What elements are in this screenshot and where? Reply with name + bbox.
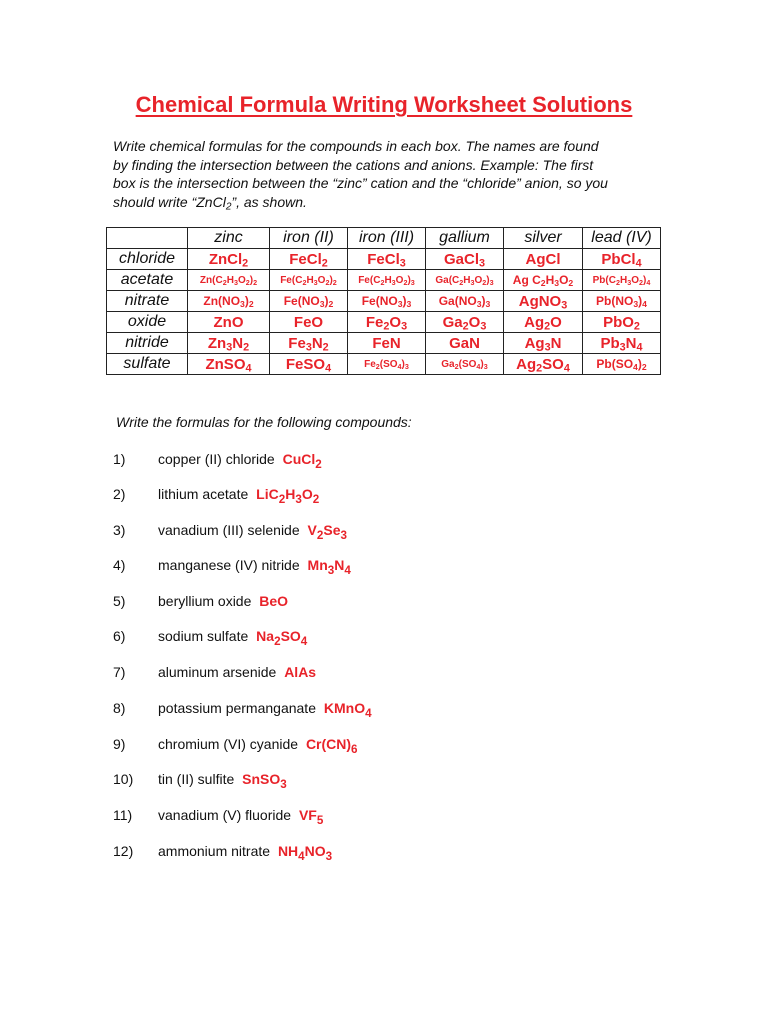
formula-cell: GaN [426, 333, 504, 354]
answer-formula: BeO [259, 593, 289, 609]
formula-cell: PbCl$_4$ [583, 249, 661, 270]
formula-cell: FeCl$_2$ [270, 249, 348, 270]
formula-cell: FeO [270, 312, 348, 333]
question-item [113, 593, 288, 609]
formula-cell: FeCl$_3$ [348, 249, 426, 270]
formula-cell: $Ga_2(SO_4)_3$ [426, 354, 504, 375]
formula-grid-table [106, 227, 661, 375]
formula-cell: $Fe(C_2H_3O_2)_3$ [348, 270, 426, 291]
compound-name: copper (II) chloride [158, 451, 275, 467]
formula-cell: AgNO$_3$ [504, 291, 583, 312]
question-item [113, 771, 287, 791]
formula-cell: GaCl$_3$ [426, 249, 504, 270]
formula-cell: $Pb(C_2H_3O_2)_4$ [583, 270, 661, 291]
formula-cell: FeSO$_4$ [270, 354, 348, 375]
question-item [113, 628, 307, 648]
compound-name: potassium permanganate [158, 700, 316, 716]
table-row [107, 333, 661, 354]
formula-cell: $Fe(NO_3)_2$ [270, 291, 348, 312]
question-number: 8) [113, 700, 126, 716]
question-item [113, 451, 322, 471]
compound-name: tin (II) sulfite [158, 771, 235, 787]
formula-cell: $Zn(C_2H_3O_2)_2$ [188, 270, 270, 291]
question-item [113, 700, 372, 720]
formula-cell: $Ga(NO_3)_3$ [426, 291, 504, 312]
formula-cell: FeN [348, 333, 426, 354]
anion-label: acetate [107, 270, 188, 291]
question-item [113, 736, 358, 756]
question-item [113, 664, 316, 680]
answer-formula: $Na_2SO_4$ [256, 628, 308, 648]
formula-cell: Ag $C_2H_3O_2$ [504, 270, 583, 291]
table-row [107, 312, 661, 333]
formula-cell: $Fe(C_2H_3O_2)_2$ [270, 270, 348, 291]
question-number: 6) [113, 628, 126, 644]
question-number: 3) [113, 522, 126, 538]
answer-formula: $VF_5$ [298, 807, 324, 827]
compound-name: sodium sulfate [158, 628, 249, 644]
answer-formula: $LiC_2H_3O_2$ [256, 486, 320, 506]
answer-formula: CuCl$_2$ [282, 451, 322, 471]
question-item [113, 807, 323, 827]
anion-label: chloride [107, 249, 188, 270]
worksheet-title: Chemical Formula Writing Worksheet Solutions [135, 92, 633, 117]
formula-cell: $Pb(NO_3)_4$ [583, 291, 661, 312]
formula-cell: $Fe_2(SO_4)_3$ [348, 354, 426, 375]
question-number: 5) [113, 593, 126, 609]
compound-name: manganese (IV) nitride [158, 557, 300, 573]
intro-line: Write chemical formulas for the compounds in each box. The names are found [113, 138, 599, 154]
corner-cell [107, 228, 188, 249]
question-item [113, 522, 347, 542]
formula-cell: $Pb(SO_4)_2$ [583, 354, 661, 375]
formula-cell: $Ag_2O$ [504, 312, 583, 333]
intro-line: should write “ZnCl$_2$”, as shown. [113, 193, 307, 213]
anion-label: sulfate [107, 354, 188, 375]
formula-cell: $Fe(NO_3)_3$ [348, 291, 426, 312]
question-number: 2) [113, 486, 126, 502]
instructions-text: Write the formulas for the following compounds: [116, 414, 412, 430]
formula-cell: $Fe_2O_3$ [348, 312, 426, 333]
question-item [113, 557, 351, 577]
formula-cell: $Ag_2SO_4$ [504, 354, 583, 375]
intro-line: by finding the intersection between the cations and anions. Example: The first [113, 156, 594, 173]
cation-header: gallium [426, 228, 504, 249]
question-item [113, 843, 332, 863]
answer-formula: AlAs [284, 664, 317, 680]
anion-label: nitride [107, 333, 188, 354]
cation-header: zinc [188, 228, 270, 249]
answer-formula: $V_2Se_3$ [307, 522, 347, 542]
formula-cell: $Ga(C_2H_3O_2)_3$ [426, 270, 504, 291]
table-row [107, 291, 661, 312]
intro-line: box is the intersection between the “zinc” cation and the “chloride” anion, so you [113, 175, 608, 191]
formula-cell: $Pb_3N_4$ [583, 333, 661, 354]
formula-cell: $Ag_3N$ [504, 333, 583, 354]
question-number: 10) [113, 771, 134, 787]
intro-paragraph [113, 137, 653, 211]
question-number: 11) [113, 807, 133, 823]
compound-name: vanadium (III) selenide [158, 522, 300, 538]
anion-label: oxide [107, 312, 188, 333]
formula-cell: ZnSO$_4$ [188, 354, 270, 375]
cation-header: iron (III) [348, 228, 426, 249]
compound-name: beryllium oxide [158, 593, 252, 609]
answer-formula: $NH_4NO_3$ [277, 843, 333, 863]
cation-header: silver [504, 228, 583, 249]
table-row [107, 249, 661, 270]
table-row [107, 354, 661, 375]
answer-formula: $Cr(CN)_6$ [305, 736, 358, 756]
formula-cell: $Zn_3N_2$ [188, 333, 270, 354]
compound-name: lithium acetate [158, 486, 249, 502]
question-number: 7) [113, 664, 126, 680]
anion-label: nitrate [107, 291, 188, 312]
question-number: 9) [113, 736, 126, 752]
cation-header-row [107, 228, 661, 249]
compound-name: aluminum arsenide [158, 664, 277, 680]
formula-cell: $Fe_3N_2$ [270, 333, 348, 354]
cation-header: iron (II) [270, 228, 348, 249]
table-row [107, 270, 661, 291]
question-number: 4) [113, 557, 126, 573]
compound-name: chromium (VI) cyanide [158, 736, 299, 752]
formula-cell: ZnO [188, 312, 270, 333]
cation-header: lead (IV) [583, 228, 661, 249]
formula-cell: PbO$_2$ [583, 312, 661, 333]
question-number: 1) [113, 451, 126, 467]
question-number: 12) [113, 843, 134, 859]
compound-name: vanadium (V) fluoride [158, 807, 292, 823]
formula-cell: $Ga_2O_3$ [426, 312, 504, 333]
formula-cell: $Zn(NO_3)_2$ [188, 291, 270, 312]
formula-cell: ZnCl$_2$ [188, 249, 270, 270]
compound-name: ammonium nitrate [158, 843, 271, 859]
question-item [113, 486, 319, 506]
answer-formula: SnSO$_3$ [242, 771, 287, 791]
answer-formula: KMnO$_4$ [323, 700, 372, 720]
answer-formula: $Mn_3N_4$ [307, 557, 351, 577]
formula-cell: AgCl [504, 249, 583, 270]
